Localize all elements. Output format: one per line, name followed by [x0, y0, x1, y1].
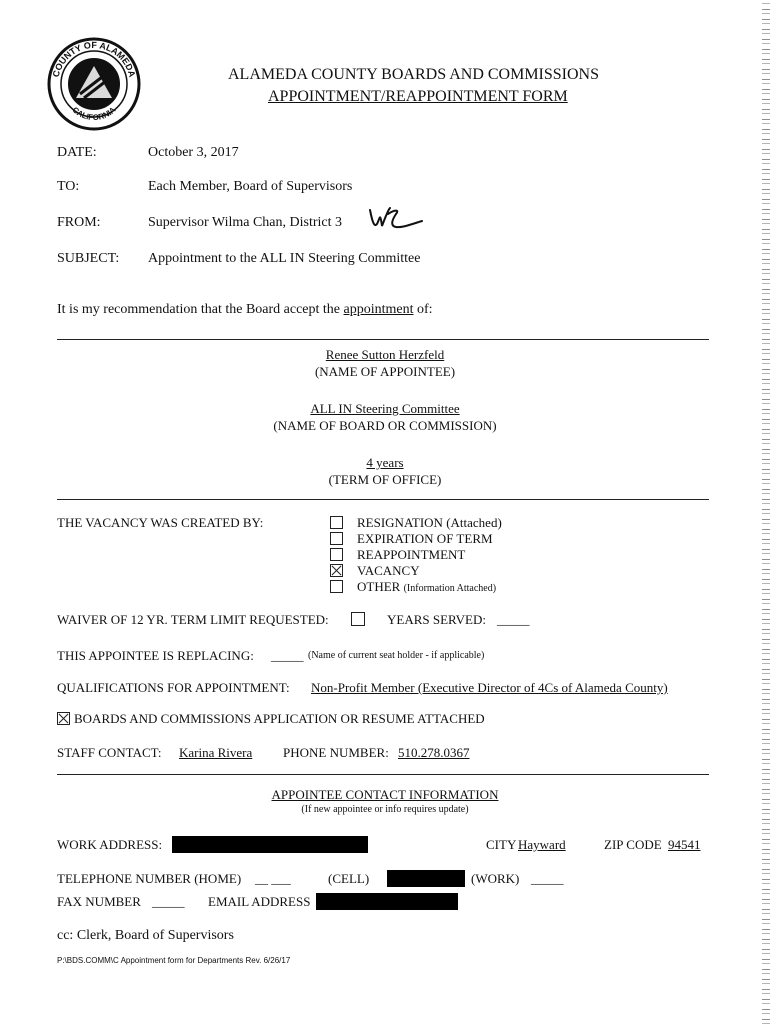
board-name-caption: (NAME OF BOARD OR COMMISSION): [273, 418, 497, 433]
work-phone-label: (WORK): [471, 871, 520, 886]
cell-label: (CELL): [328, 871, 370, 886]
seal-bottom-text: CALIFORNIA: [70, 105, 118, 123]
phone-value: 510.278.0367: [398, 745, 470, 760]
phone-label: PHONE NUMBER:: [283, 745, 389, 760]
reappointment-checkbox[interactable]: [330, 548, 343, 561]
vacancy-label: THE VACANCY WAS CREATED BY:: [57, 515, 264, 530]
zip-label: ZIP CODE: [604, 837, 662, 852]
seal-top-text: COUNTY OF ALAMEDA: [50, 40, 138, 79]
file-path: P:\BDS.COMM\C Appointment form for Departments Rev. 6/26/17: [57, 956, 291, 965]
appointee-name: Renee Sutton Herzfeld: [325, 347, 445, 362]
city-label: CITY: [486, 837, 517, 852]
fax-value[interactable]: _____: [152, 894, 185, 909]
staff-contact-label: STAFF CONTACT:: [57, 745, 162, 760]
work-address-redaction: [172, 836, 368, 853]
form-subtitle: APPOINTMENT/REAPPOINTMENT FORM: [268, 88, 568, 105]
work-phone-value[interactable]: _____: [531, 871, 564, 886]
divider-middle: [57, 499, 709, 500]
email-label: EMAIL ADDRESS: [208, 894, 311, 909]
waiver-checkbox[interactable]: [351, 612, 365, 626]
date-label: DATE:: [57, 145, 97, 160]
work-address-label: WORK ADDRESS:: [57, 837, 163, 852]
scan-edge: [762, 0, 770, 1024]
term-value: 4 years: [366, 455, 404, 470]
waiver-label: WAIVER OF 12 YR. TERM LIMIT REQUESTED:: [57, 612, 329, 627]
signature: [366, 200, 426, 236]
to-value: Each Member, Board of Supervisors: [148, 179, 353, 194]
recommendation-text: It is my recommendation that the Board accept the appointment of:: [57, 302, 433, 317]
email-redaction: [316, 893, 458, 910]
form-title: ALAMEDA COUNTY BOARDS AND COMMISSIONS: [228, 66, 600, 83]
date-value: October 3, 2017: [148, 145, 239, 160]
subject-label: SUBJECT:: [57, 251, 120, 266]
years-served-label: YEARS SERVED:: [387, 612, 486, 627]
home-phone-value[interactable]: __ ___: [255, 871, 291, 886]
staff-contact-value: Karina Rivera: [179, 745, 253, 760]
divider-top: [57, 339, 709, 340]
appointment-keyword: appointment: [343, 302, 414, 317]
qualifications-label: QUALIFICATIONS FOR APPOINTMENT:: [57, 680, 290, 695]
contact-info-note: (If new appointee or info requires update): [301, 804, 469, 815]
zip-value: 94541: [668, 837, 701, 852]
term-caption: (TERM OF OFFICE): [328, 472, 442, 487]
vacancy-checkbox[interactable]: [330, 564, 343, 577]
from-label: FROM:: [57, 215, 101, 230]
application-checkbox[interactable]: [57, 712, 70, 725]
fax-label: FAX NUMBER: [57, 894, 141, 909]
expiration-checkbox[interactable]: [330, 532, 343, 545]
resignation-checkbox[interactable]: [330, 516, 343, 529]
cell-phone-redaction: [387, 870, 465, 887]
subject-value: Appointment to the ALL IN Steering Committee: [148, 251, 421, 266]
cc-line: cc: Clerk, Board of Supervisors: [57, 928, 234, 943]
appointee-name-caption: (NAME OF APPOINTEE): [314, 364, 456, 379]
divider-bottom: [57, 774, 709, 775]
county-seal: [46, 36, 142, 132]
replacing-note: (Name of current seat holder - if applicable): [308, 650, 485, 661]
telephone-label: TELEPHONE NUMBER (HOME): [57, 871, 242, 886]
qualifications-value: Non-Profit Member (Executive Director of 4Cs of Alameda County): [311, 680, 668, 695]
from-value: Supervisor Wilma Chan, District 3: [148, 215, 342, 230]
replacing-value[interactable]: _____: [271, 648, 304, 663]
replacing-label: THIS APPOINTEE IS REPLACING:: [57, 648, 254, 663]
board-name: ALL IN Steering Committee: [310, 401, 460, 416]
to-label: TO:: [57, 179, 80, 194]
city-value: Hayward: [518, 837, 566, 852]
contact-info-title: APPOINTEE CONTACT INFORMATION: [271, 787, 499, 802]
years-served-value[interactable]: _____: [497, 612, 530, 627]
other-checkbox[interactable]: [330, 580, 343, 593]
